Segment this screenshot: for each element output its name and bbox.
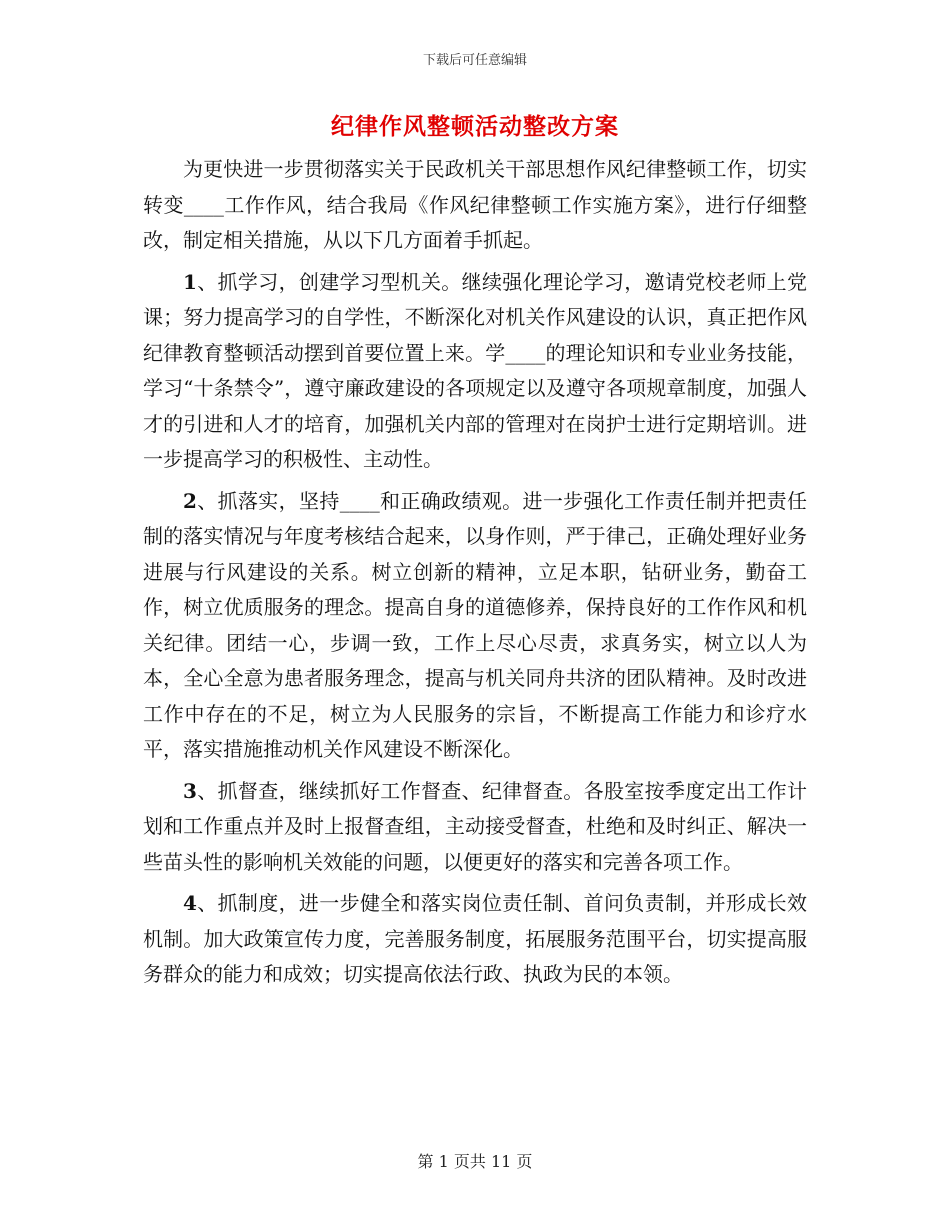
paragraph-number: 2	[183, 488, 197, 513]
page-header-note: 下载后可任意编辑	[422, 53, 527, 68]
paragraph-system	[143, 886, 807, 993]
document-title: 纪律作风整顿活动整改方案	[331, 113, 619, 140]
paragraph-text: 、抓学习，创建学习型机关。继续强化理论学习，邀请党校老师上党课；努力提高学习的自学性，不断深化对机关作风建设的认识，真正把作风纪律教育整顿活动摆到首要位置上来。学____的理论知识和专业业务技能，学习“十条禁令”，遵守廉政建设的各项规定以及遵守各项规章制度，加强人才的引进和人才的培育，加强机关内部的管理对在岗护士进行定期培训。进一步提高学习的积极性、主动性。	[143, 269, 807, 471]
paragraph-implementation	[143, 484, 807, 768]
page-number-footer: 第 1 页共 11 页	[417, 1152, 533, 1171]
paragraph-text: 、抓落实，坚持____和正确政绩观。进一步强化工作责任制并把责任制的落实情况与年度考核结合起来，以身作则，严于律己，正确处理好业务进展与行风建设的关系。树立创新的精神，立足本职，钻研业务，勤奋工作，树立优质服务的理念。提高自身的道德修养，保持良好的工作作风和机关纪律。团结一心，步调一致，工作上尽心尽责，求真务实，树立以人为本，全心全意为患者服务理念，提高与机关同舟共济的团队精神。及时改进工作中存在的不足，树立为人民服务的宗旨，不断提高工作能力和诊疗水平，落实措施推动机关作风建设不断深化。	[143, 488, 807, 761]
paragraph-text: 、抓制度，进一步健全和落实岗位责任制、首问负责制，并形成长效机制。加大政策宣传力度，完善服务制度，拓展服务范围平台，切实提高服务群众的能力和成效；切实提高依法行政、执政为民的本领。	[143, 891, 807, 986]
paragraph-number: 4	[183, 891, 197, 915]
document-body	[143, 152, 807, 993]
paragraph-study	[143, 265, 807, 478]
paragraph-supervision	[143, 774, 807, 881]
paragraph-number: 3	[183, 778, 197, 803]
paragraph-intro	[143, 152, 807, 259]
paragraph-text: 、抓督查，继续抓好工作督查、纪律督查。各股室按季度定出工作计划和工作重点并及时上报督查组，主动接受督查，杜绝和及时纠正、解决一些苗头性的影响机关效能的问题，以便更好的落实和完善各项工作。	[143, 778, 807, 874]
paragraph-text: 为更快进一步贯彻落实关于民政机关干部思想作风纪律整顿工作，切实转变____工作作风，结合我局《作风纪律整顿工作实施方案》，进行仔细整改，制定相关措施，从以下几方面着手抓起。	[143, 157, 807, 252]
paragraph-number: 1	[183, 269, 197, 294]
